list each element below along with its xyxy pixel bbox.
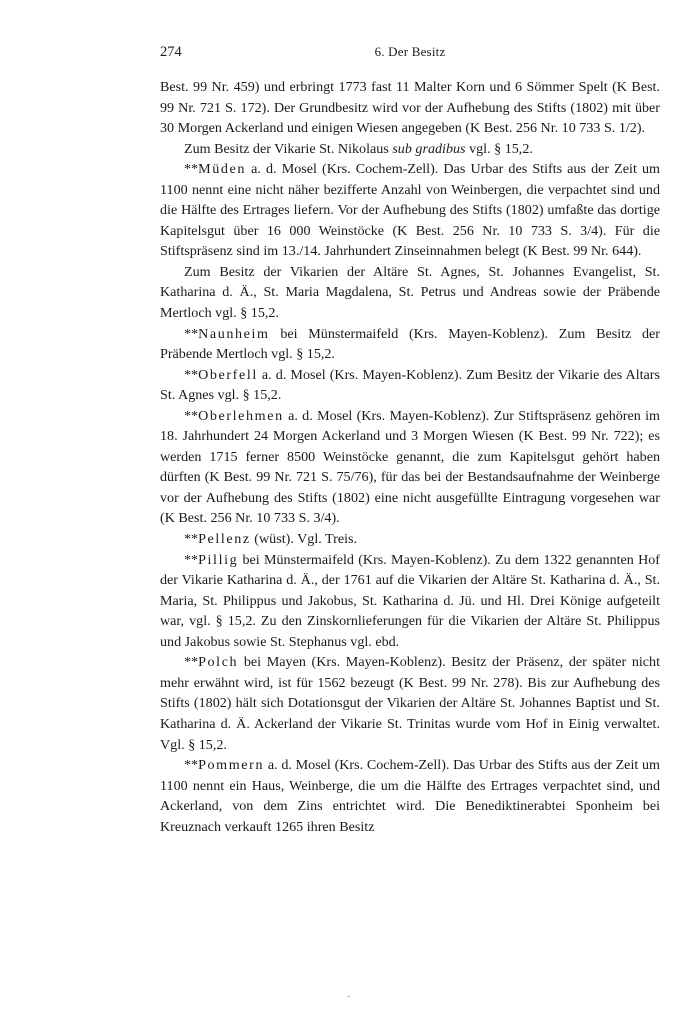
running-title: 6. Der Besitz [374, 44, 446, 59]
text-run: (wüst). Vgl. Treis. [250, 531, 358, 548]
place-name: Pommern [198, 757, 265, 774]
paragraph [160, 550, 660, 653]
text-run: ** [184, 757, 199, 774]
place-name: Pillig [198, 551, 239, 568]
text-run: a. d. Mosel (Krs. Cochem-Zell). Das Urbar des Stifts aus der Zeit um 1100 nennt eine nicht näher bezifferte Anzahl von Weinbergen, die verpachtet sind und die Hälfte des Ertrages liefern. Vor der Aufhebung des Stifts (1802) umfaßte das dortige Kapitelsgut über 16 000 Weinstöcke (K Best. 256 Nr. 10 733 S. 3/4). Für die Stiftspräsenz sind im 13./14. Jahrhundert Zinseinnahmen belegt (K Best. 99 Nr. 644). [160, 161, 660, 260]
place-name: Pellenz [198, 531, 251, 548]
paragraph [160, 529, 660, 550]
text-run: ** [184, 407, 199, 424]
text-run: a. d. Mosel (Krs. Mayen-Koblenz). Zum Besitz der Vikarie des Altars St. Agnes vgl. § 15,2. [160, 366, 660, 404]
text-run: ** [184, 161, 199, 178]
text-run: bei Münstermaifeld (Krs. Mayen-Koblenz). Zu dem 1322 genannten Hof der Vikarie Katharina d. Ä., der 1761 auf die Vikarien der Altäre St. Katharina d. Ä., St. Maria, St. Philippus und Jakobus, St. Katharina d. Jü. und Hl. Drei Könige aufgeteilt war, vgl. § 15,2. Zu den Zinskornlieferungen für die Vikarien der Altäre St. Philippus und Jakobus sowie St. Stephanus vgl. ebd. [160, 551, 660, 650]
paragraph [160, 755, 660, 837]
text-run: Zum Besitz der Vikarien der Altäre St. Agnes, St. Johannes Evangelist, St. Katharina d. Ä., St. Maria Magdalena, St. Petrus und Andreas sowie der Präbende Mertloch vgl. § 15,2. [160, 263, 660, 322]
paragraph [160, 652, 660, 755]
paragraph [160, 406, 660, 529]
text-run: bei Mayen (Krs. Mayen-Koblenz). Besitz der Präsenz, der später nicht mehr erwähnt wird, ist für 1562 bezeugt (K Best. 99 Nr. 278). Bis zur Aufhebung des Stifts (1802) hält sich Dotationsgut der Vikarien der Altäre St. Johannes Baptist und St. Katharina d. Ä. Ackerland der Vikarie St. Trinitas wurde vom Hof in Einig verwaltet. Vgl. § 15,2. [160, 654, 660, 753]
paragraph [160, 159, 660, 262]
text-run: ** [184, 531, 199, 548]
paragraph [160, 365, 660, 406]
text-run: ** [184, 551, 199, 568]
footer-mark [347, 996, 350, 997]
text-run: ** [184, 325, 199, 342]
place-name: Müden [198, 161, 247, 178]
italic-term: sub gradibus [392, 140, 466, 157]
text-run: vgl. § 15,2. [465, 140, 533, 157]
page-header [160, 44, 660, 64]
paragraph [160, 139, 660, 160]
text-run: ** [184, 654, 199, 671]
text-run: ** [184, 366, 199, 383]
text-run: a. d. Mosel (Krs. Mayen-Koblenz). Zur Stiftspräsenz gehören im 18. Jahrhundert 24 Morgen Ackerland und 3 Morgen Wiesen (K Best. 99 Nr. 722); es werden 1715 ferner 8500 Weinstöcke genannt, die zum Kapitelsgut gehört haben dürften (K Best. 99 Nr. 721 S. 75/76), für das bei der Bestandsaufnahme der Weinberge vor der Aufhebung des Stifts (1802) eine nicht ausgefüllte Eintragung vorgesehen war (K Best. 256 Nr. 10 733 S. 3/4). [160, 407, 660, 527]
paragraph [160, 324, 660, 365]
text-run: Best. 99 Nr. 459) und erbringt 1773 fast 11 Malter Korn und 6 Sömmer Spelt (K Best. 99 Nr. 721 S. 172). Der Grundbesitz wird vor der Aufhebung des Stifts (1802) mit über 30 Morgen Ackerland und einigen Wiesen angegeben (K Best. 256 Nr. 10 733 S. 1/2). [160, 79, 660, 137]
body-text [160, 77, 660, 837]
text-run: a. d. Mosel (Krs. Cochem-Zell). Das Urbar des Stifts aus der Zeit um 1100 nennt ein Haus, Weinberge, die um die Hälfte des Ertrages verpachtet sind, und Ackerland, von dem Zins entrichtet wird. Die Benediktinerabtei Sponheim bei Kreuznach verkauft 1265 ihren Besitz [160, 757, 660, 835]
text-run: bei Münstermaifeld (Krs. Mayen-Koblenz). Zum Besitz der Präbende Mertloch vgl. § 15,2. [160, 325, 660, 363]
place-name: Polch [198, 654, 239, 671]
paragraph [160, 262, 660, 324]
place-name: Oberlehmen [198, 407, 284, 424]
place-name: Oberfell [198, 366, 258, 383]
text-run: Zum Besitz der Vikarie St. Nikolaus [184, 140, 393, 157]
paragraph [160, 77, 660, 139]
place-name: Naunheim [198, 325, 270, 342]
page-number: 274 [160, 44, 182, 60]
